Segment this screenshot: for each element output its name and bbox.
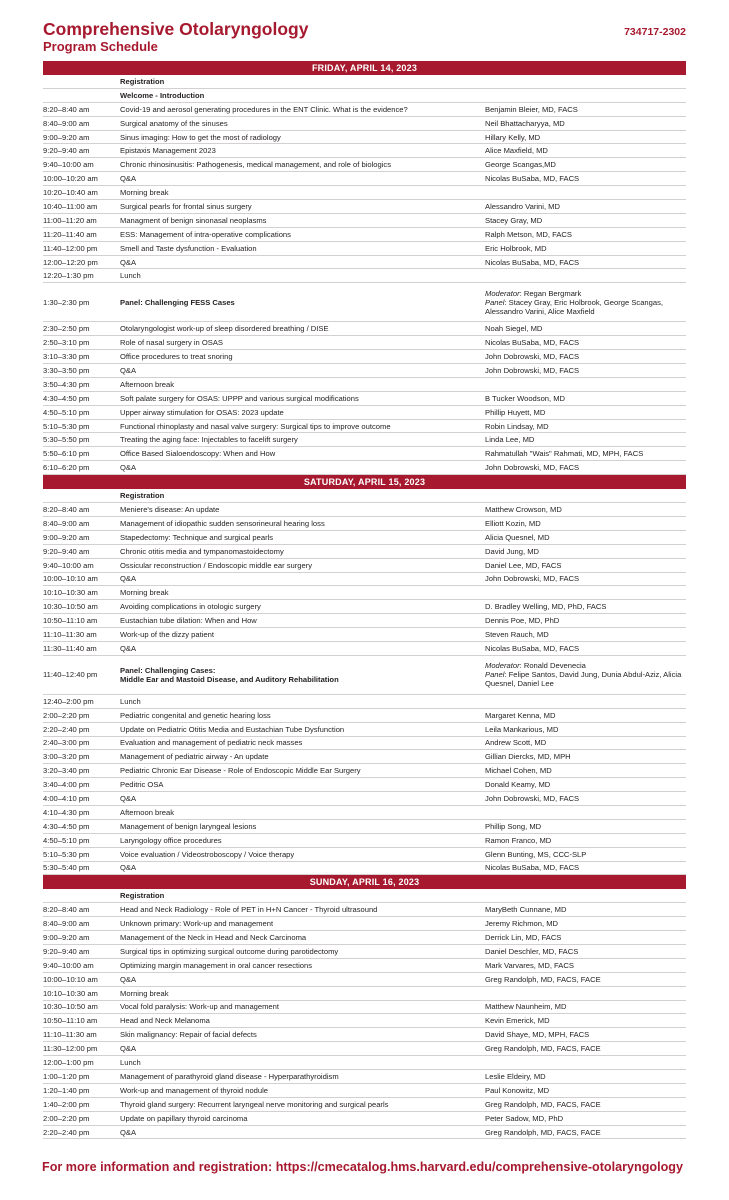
session-topic: Stapedectomy: Technique and surgical pearls (120, 532, 274, 542)
session-time: 4:30–4:50 pm (43, 821, 90, 831)
session-topic: Management of pediatric airway - An update (120, 752, 269, 762)
session-row (43, 322, 686, 336)
session-time: 8:20–8:40 am (43, 905, 90, 915)
session-time: 5:10–5:30 pm (43, 849, 90, 859)
session-time: 9:00–9:20 am (43, 933, 90, 943)
session-row (43, 1126, 686, 1140)
panelist-names: : Stacey Gray, Eric Holbrook, George Scangas, Alessandro Varini, Alice Maxfield (485, 297, 663, 316)
session-topic: Voice evaluation / Videostroboscopy / Voice therapy (120, 849, 295, 859)
session-topic: Q&A (120, 257, 137, 267)
session-topic: Afternoon break (120, 807, 175, 817)
session-row (43, 614, 686, 628)
session-row (43, 1056, 686, 1070)
session-topic: Welcome - Introduction (120, 90, 205, 100)
session-row (43, 89, 686, 103)
session-topic: Laryngology office procedures (120, 835, 222, 845)
moderator-name: : Ronald Devenecia (519, 661, 586, 671)
session-time: 6:10–6:20 pm (43, 463, 90, 473)
session-time: 9:20–9:40 am (43, 946, 90, 956)
panel-line (485, 298, 686, 316)
session-time: 2:00–2:20 pm (43, 710, 90, 720)
session-row (43, 959, 686, 973)
session-time: 2:20–2:40 pm (43, 1127, 90, 1137)
session-time: 11:20–11:40 am (43, 229, 97, 239)
panel-line (485, 670, 686, 688)
session-row (43, 447, 686, 461)
session-row (43, 737, 686, 751)
session-topic: Q&A (120, 974, 137, 984)
session-speaker: Glenn Bunting, MS, CCC-SLP (485, 849, 587, 859)
panel-label: Panel (485, 297, 505, 307)
session-row (43, 709, 686, 723)
session-topic: Morning break (120, 188, 169, 198)
session-topic: Skin malignancy: Repair of facial defects (120, 1030, 257, 1040)
session-topic: Management of the Neck in Head and Neck Carcinoma (120, 933, 307, 943)
session-row (43, 973, 686, 987)
session-row (43, 228, 686, 242)
session-speaker: Mark Varvares, MD, FACS (485, 960, 574, 970)
session-row (43, 158, 686, 172)
moderator-name: : Regan Bergmark (519, 288, 582, 298)
session-topic: Unknown primary: Work-up and management (120, 919, 274, 929)
session-time: 5:50–6:10 pm (43, 449, 90, 459)
session-row (43, 889, 686, 903)
session-topic: Morning break (120, 588, 169, 598)
session-time: 10:00–10:20 am (43, 174, 98, 184)
session-row (43, 586, 686, 600)
session-topic: Q&A (120, 1044, 137, 1054)
session-time: 5:30–5:40 pm (43, 863, 90, 873)
session-time: 10:10–10:30 am (43, 588, 98, 598)
session-topic: Chronic rhinosinusitis: Pathogenesis, medical management, and role of biologics (120, 160, 391, 170)
session-row (43, 1084, 686, 1098)
session-speaker: Dennis Poe, MD, PhD (485, 616, 560, 626)
session-time: 10:40–11:00 am (43, 201, 98, 211)
session-row (43, 200, 686, 214)
session-time: 3:20–3:40 pm (43, 766, 90, 776)
session-row (43, 1014, 686, 1028)
session-row (43, 987, 686, 1001)
session-speaker: Nicolas BuSaba, MD, FACS (485, 257, 580, 267)
footer-registration-info[interactable]: For more information and registration: https://cmecatalog.hms.harvard.edu/comprehensive-otolaryngology (42, 1160, 683, 1174)
session-row (43, 269, 686, 283)
session-speaker: Alicia Quesnel, MD (485, 532, 550, 542)
session-row (43, 917, 686, 931)
session-row (43, 420, 686, 434)
session-time: 11:00–11:20 am (43, 215, 97, 225)
session-time: 9:00–9:20 am (43, 132, 90, 142)
session-time: 11:30–11:40 am (43, 643, 97, 653)
panel-label: Panel (485, 670, 505, 680)
session-topic: Vocal fold paralysis: Work-up and management (120, 1002, 279, 1012)
session-speaker (485, 661, 686, 688)
activity-code: 734717-2302 (624, 26, 686, 38)
session-topic: Head and Neck Melanoma (120, 1016, 210, 1026)
session-row (43, 931, 686, 945)
session-topic: Q&A (120, 643, 137, 653)
session-speaker: Donald Keamy, MD (485, 780, 551, 790)
session-speaker: Stacey Gray, MD (485, 215, 543, 225)
day-heading: SATURDAY, APRIL 15, 2023 (43, 475, 686, 489)
session-topic: Lunch (120, 271, 141, 281)
session-row (43, 144, 686, 158)
session-time: 4:50–5:10 pm (43, 407, 90, 417)
session-topic: Avoiding complications in otologic surgery (120, 602, 261, 612)
session-topic: Eustachian tube dilation: When and How (120, 616, 257, 626)
session-time: 11:30–12:00 pm (43, 1044, 98, 1054)
session-row (43, 945, 686, 959)
session-time: 10:30–10:50 am (43, 602, 98, 612)
session-topic: Q&A (120, 1127, 137, 1137)
session-time: 4:10–4:30 pm (43, 807, 90, 817)
session-speaker: Andrew Scott, MD (485, 738, 547, 748)
session-row (43, 350, 686, 364)
session-row (43, 1001, 686, 1015)
session-time: 11:10–11:30 am (43, 1030, 97, 1040)
session-topic: Lunch (120, 696, 141, 706)
session-time: 10:00–10:10 am (43, 574, 98, 584)
session-topic: Chronic otitis media and tympanomastoidectomy (120, 546, 284, 556)
session-topic: Update on papillary thyroid carcinoma (120, 1113, 248, 1123)
session-time: 9:40–10:00 am (43, 160, 94, 170)
session-topic: Registration (120, 76, 165, 86)
session-time: 3:00–3:20 pm (43, 752, 90, 762)
session-topic: Head and Neck Radiology - Role of PET in H+N Cancer - Thyroid ultrasound (120, 905, 378, 915)
session-row (43, 600, 686, 614)
session-time: 12:20–1:30 pm (43, 271, 94, 281)
session-speaker: Alice Maxfield, MD (485, 146, 548, 156)
session-row (43, 1098, 686, 1112)
session-topic: Thyroid gland surgery: Recurrent laryngeal nerve monitoring and surgical pearls (120, 1099, 389, 1109)
session-speaker: Nicolas BuSaba, MD, FACS (485, 643, 580, 653)
session-speaker: John Dobrowski, MD, FACS (485, 365, 580, 375)
session-time: 10:20–10:40 am (43, 188, 98, 198)
session-speaker: Rahmatullah "Wais" Rahmati, MD, MPH, FACS (485, 449, 644, 459)
session-time: 10:30–10:50 am (43, 1002, 98, 1012)
session-speaker: Greg Randolph, MD, FACS, FACE (485, 1127, 601, 1137)
session-row (43, 1070, 686, 1084)
session-speaker: Robin Lindsay, MD (485, 421, 549, 431)
session-topic: Panel: Challenging FESS Cases (120, 297, 235, 307)
session-speaker: Benjamin Bleier, MD, FACS (485, 104, 578, 114)
session-time: 1:40–2:00 pm (43, 1099, 90, 1109)
session-topic: Functional rhinoplasty and nasal valve surgery: Surgical tips to improve outcome (120, 421, 391, 431)
session-topic: Work-up of the dizzy patient (120, 630, 214, 639)
moderator-label: Moderator (485, 288, 520, 298)
moderator-line (485, 289, 686, 298)
session-topic: Lunch (120, 1058, 141, 1068)
session-topic: Surgical tips in optimizing surgical outcome during parotidectomy (120, 946, 339, 956)
session-speaker: Greg Randolph, MD, FACS, FACE (485, 1099, 601, 1109)
session-row (43, 750, 686, 764)
session-row (43, 461, 686, 475)
session-time: 10:50–11:10 am (43, 1016, 98, 1026)
session-speaker: Phillip Huyett, MD (485, 407, 546, 417)
session-time: 12:00–12:20 pm (43, 257, 98, 267)
session-row (43, 117, 686, 131)
session-row (43, 433, 686, 447)
session-row (43, 214, 686, 228)
page-title: Comprehensive Otolaryngology (43, 19, 309, 39)
session-row (43, 75, 686, 89)
session-speaker: Nicolas BuSaba, MD, FACS (485, 863, 580, 873)
session-row (43, 503, 686, 517)
session-speaker: Leila Mankarious, MD (485, 724, 559, 734)
session-speaker: Michael Cohen, MD (485, 766, 552, 776)
panel-session-row (43, 656, 686, 695)
session-time: 9:40–10:00 am (43, 560, 94, 570)
session-topic: Morning break (120, 988, 169, 998)
session-topic: Q&A (120, 863, 137, 873)
session-speaker: David Shaye, MD, MPH, FACS (485, 1030, 590, 1040)
session-topic: Peditric OSA (120, 780, 164, 790)
session-time: 9:20–9:40 am (43, 546, 90, 556)
session-time: 2:50–3:10 pm (43, 338, 90, 348)
session-time: 12:00–1:00 pm (43, 1058, 94, 1068)
session-time: 9:20–9:40 am (43, 146, 90, 156)
session-speaker: Nicolas BuSaba, MD, FACS (485, 174, 580, 184)
session-speaker: John Dobrowski, MD, FACS (485, 574, 580, 584)
schedule-table (43, 61, 686, 1139)
session-time: 11:40–12:00 pm (43, 243, 98, 253)
session-row (43, 336, 686, 350)
session-topic: Optimizing margin management in oral cancer resections (120, 960, 313, 970)
session-topic: Registration (120, 491, 165, 501)
session-row (43, 378, 686, 392)
session-time: 11:40–12:40 pm (43, 670, 98, 680)
session-row (43, 242, 686, 256)
session-time: 3:50–4:30 pm (43, 379, 90, 389)
session-topic: Management of parathyroid gland disease - Hyperparathyroidism (120, 1071, 339, 1081)
session-row (43, 559, 686, 573)
session-speaker: John Dobrowski, MD, FACS (485, 794, 580, 804)
session-time: 10:50–11:10 am (43, 616, 98, 626)
session-row (43, 628, 686, 642)
page-header (43, 20, 686, 54)
session-speaker: John Dobrowski, MD, FACS (485, 463, 580, 473)
session-speaker: Linda Lee, MD (485, 435, 535, 445)
session-row (43, 1042, 686, 1056)
session-row (43, 695, 686, 709)
session-speaker: Neil Bhattacharyya, MD (485, 118, 565, 128)
session-row (43, 406, 686, 420)
session-time: 2:20–2:40 pm (43, 724, 90, 734)
session-row (43, 489, 686, 503)
session-topic: Pediatric congenital and genetic hearing loss (120, 710, 271, 720)
session-topic: Evaluation and management of pediatric neck masses (120, 738, 303, 748)
session-topic: Update on Pediatric Otitis Media and Eustachian Tube Dysfunction (120, 724, 345, 734)
session-speaker: Ralph Metson, MD, FACS (485, 229, 572, 239)
session-row (43, 778, 686, 792)
session-speaker: MaryBeth Cunnane, MD (485, 905, 567, 915)
panelist-names: : Felipe Santos, David Jung, Dunia Abdul-Aziz, Alicia Quesnel, Daniel Lee (485, 670, 682, 689)
moderator-label: Moderator (485, 661, 520, 671)
session-row (43, 131, 686, 145)
session-topic: Q&A (120, 463, 137, 473)
panel-session-row (43, 283, 686, 322)
session-row (43, 834, 686, 848)
session-time: 10:10–10:30 am (43, 988, 98, 998)
session-topic: Otolaryngologist work-up of sleep disordered breathing / DISE (120, 324, 329, 334)
session-speaker: Daniel Deschler, MD, FACS (485, 946, 579, 956)
page-subtitle: Program Schedule (43, 39, 158, 54)
session-time: 3:40–4:00 pm (43, 780, 90, 790)
session-speaker: Phillip Song, MD (485, 821, 542, 831)
session-row (43, 642, 686, 656)
session-topic: Smell and Taste dysfunction - Evaluation (120, 243, 257, 253)
session-speaker: Eric Holbrook, MD (485, 243, 547, 253)
session-topic: Management of benign laryngeal lesions (120, 821, 257, 831)
session-topic: Work-up and management of thyroid nodule (120, 1085, 269, 1095)
session-speaker: Hillary Kelly, MD (485, 132, 541, 142)
session-time: 4:30–4:50 pm (43, 393, 90, 403)
session-speaker: John Dobrowski, MD, FACS (485, 352, 580, 362)
session-speaker: Steven Rauch, MD (485, 630, 549, 639)
session-time: 2:40–3:00 pm (43, 738, 90, 748)
session-time: 1:20–1:40 pm (43, 1085, 90, 1095)
session-topic: Upper airway stimulation for OSAS: 2023 update (120, 407, 284, 417)
session-row (43, 764, 686, 778)
session-topic: Surgical pearls for frontal sinus surgery (120, 201, 252, 211)
session-topic: Role of nasal surgery in OSAS (120, 338, 223, 348)
session-time: 2:00–2:20 pm (43, 1113, 90, 1123)
session-row (43, 545, 686, 559)
session-topic-line: Panel: Challenging Cases: (120, 665, 216, 675)
session-topic: Q&A (120, 365, 137, 375)
session-row (43, 392, 686, 406)
session-speaker: B Tucker Woodson, MD (485, 393, 566, 403)
session-speaker: Nicolas BuSaba, MD, FACS (485, 338, 580, 348)
session-time: 8:40–9:00 am (43, 919, 90, 929)
session-speaker: George Scangas,MD (485, 160, 556, 170)
session-row (43, 862, 686, 876)
session-topic: Management of idiopathic sudden sensorineural hearing loss (120, 518, 325, 528)
session-time: 12:40–2:00 pm (43, 696, 94, 706)
session-row (43, 848, 686, 862)
session-speaker (485, 289, 686, 316)
session-time: 9:40–10:00 am (43, 960, 94, 970)
moderator-line (485, 661, 686, 670)
session-row (43, 723, 686, 737)
session-topic: Registration (120, 891, 165, 901)
session-time: 3:30–3:50 pm (43, 365, 90, 375)
session-speaker: Greg Randolph, MD, FACS, FACE (485, 1044, 601, 1054)
session-speaker: Leslie Eldeiry, MD (485, 1071, 546, 1081)
session-speaker: Matthew Crowson, MD (485, 504, 562, 514)
day-heading: FRIDAY, APRIL 14, 2023 (43, 61, 686, 75)
session-time: 5:10–5:30 pm (43, 421, 90, 431)
session-speaker: Noah Siegel, MD (485, 324, 543, 334)
session-topic: Meniere's disease: An update (120, 504, 220, 514)
session-speaker: Margaret Kenna, MD (485, 710, 556, 720)
session-row (43, 1112, 686, 1126)
session-time: 5:30–5:50 pm (43, 435, 90, 445)
session-speaker: Daniel Lee, MD, FACS (485, 560, 562, 570)
session-row (43, 806, 686, 820)
session-speaker: Elliott Kozin, MD (485, 518, 541, 528)
session-topic: Q&A (120, 574, 137, 584)
session-topic: Q&A (120, 174, 137, 184)
session-row (43, 792, 686, 806)
session-row (43, 903, 686, 917)
session-speaker: Matthew Naunheim, MD (485, 1002, 567, 1012)
session-time: 10:00–10:10 am (43, 974, 98, 984)
session-speaker: Alessandro Varini, MD (485, 201, 560, 211)
session-speaker: David Jung, MD (485, 546, 540, 556)
session-time: 8:20–8:40 am (43, 504, 90, 514)
session-topic: Surgical anatomy of the sinuses (120, 118, 228, 128)
session-speaker: Gillian Diercks, MD, MPH (485, 752, 571, 762)
session-time: 8:40–9:00 am (43, 118, 90, 128)
session-time: 4:00–4:10 pm (43, 794, 90, 804)
session-time: 9:00–9:20 am (43, 532, 90, 542)
session-speaker: Ramon Franco, MD (485, 835, 552, 845)
session-topic: Sinus imaging: How to get the most of radiology (120, 132, 281, 142)
session-topic: Office Based Sialoendoscopy: When and How (120, 449, 276, 459)
session-speaker: Paul Konowitz, MD (485, 1085, 550, 1095)
session-topic: Epistaxis Management 2023 (120, 146, 216, 156)
session-row (43, 517, 686, 531)
session-row (43, 820, 686, 834)
session-time: 3:10–3:30 pm (43, 352, 90, 362)
session-row (43, 186, 686, 200)
session-row (43, 531, 686, 545)
session-topic: Soft palate surgery for OSAS: UPPP and various surgical modifications (120, 393, 359, 403)
session-topic: Treating the aging face: Injectables to facelift surgery (120, 435, 298, 445)
session-speaker: Peter Sadow, MD, PhD (485, 1113, 564, 1123)
session-topic (120, 666, 485, 684)
session-speaker: Greg Randolph, MD, FACS, FACE (485, 974, 601, 984)
session-time: 8:20–8:40 am (43, 104, 90, 114)
session-topic: Q&A (120, 794, 137, 804)
session-topic: Afternoon break (120, 379, 175, 389)
session-row (43, 172, 686, 186)
session-topic: Covid-19 and aerosol generating procedures in the ENT Clinic. What is the evidence? (120, 104, 408, 114)
session-time: 4:50–5:10 pm (43, 835, 90, 845)
session-row (43, 1028, 686, 1042)
session-row (43, 364, 686, 378)
session-row (43, 256, 686, 270)
session-topic: Ossicular reconstruction / Endoscopic middle ear surgery (120, 560, 313, 570)
session-time: 8:40–9:00 am (43, 518, 90, 528)
session-topic-line: Middle Ear and Mastoid Disease, and Auditory Rehabilitation (120, 674, 339, 684)
session-time: 1:00–1:20 pm (43, 1071, 90, 1081)
session-row (43, 573, 686, 587)
session-speaker: Kevin Emerick, MD (485, 1016, 550, 1026)
day-heading: SUNDAY, APRIL 16, 2023 (43, 875, 686, 889)
session-time: 1:30–2:30 pm (43, 297, 90, 307)
session-topic: Pediatric Chronic Ear Disease - Role of Endoscopic Middle Ear Surgery (120, 766, 361, 776)
session-time: 11:10–11:30 am (43, 630, 97, 639)
session-topic: Managment of benign sinonasal neoplasms (120, 215, 267, 225)
session-speaker: D. Bradley Welling, MD, PhD, FACS (485, 602, 607, 612)
session-row (43, 103, 686, 117)
session-speaker: Derrick Lin, MD, FACS (485, 933, 562, 943)
session-speaker: Jeremy Richmon, MD (485, 919, 558, 929)
session-topic: ESS: Management of intra-operative complications (120, 229, 291, 239)
session-topic: Office procedures to treat snoring (120, 352, 233, 362)
session-time: 2:30–2:50 pm (43, 324, 90, 334)
